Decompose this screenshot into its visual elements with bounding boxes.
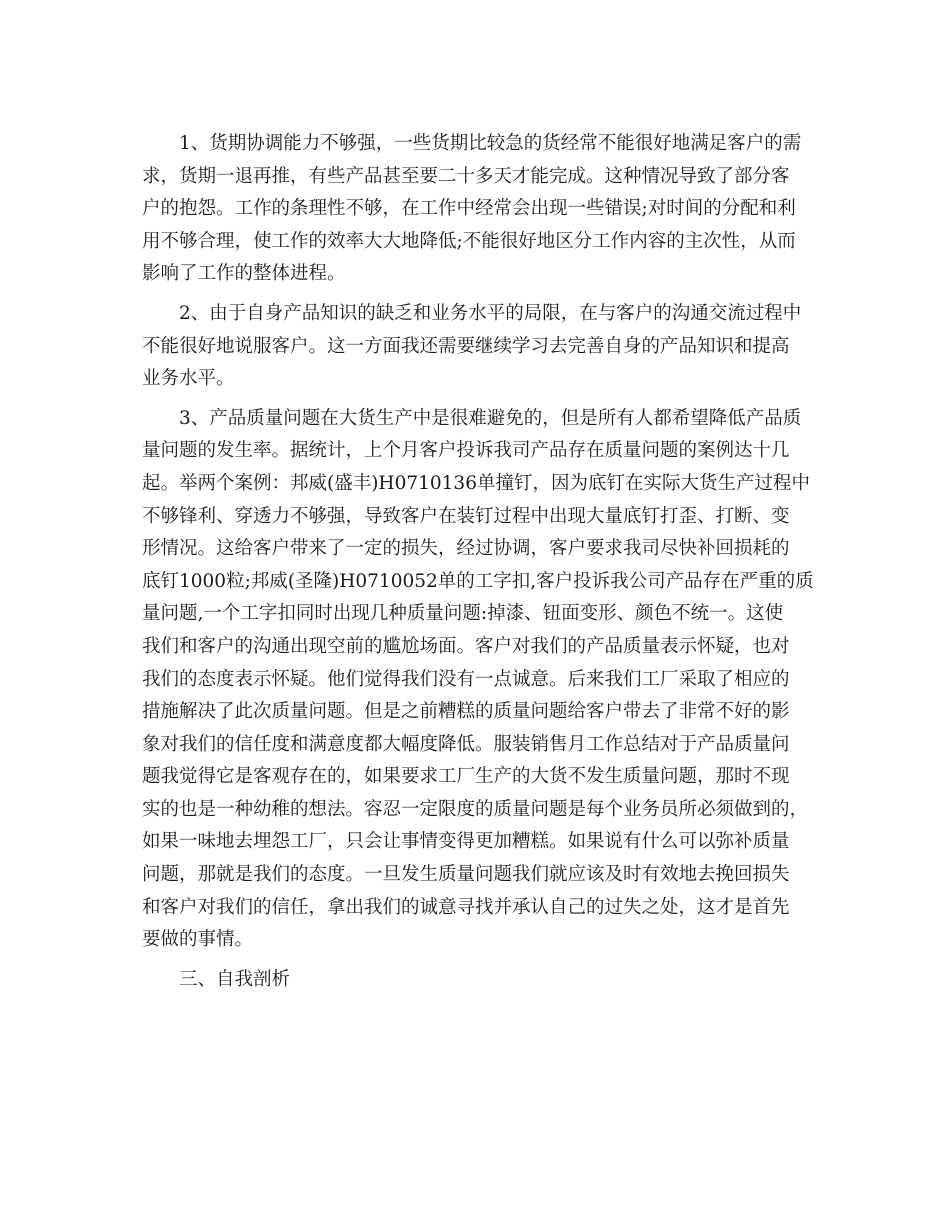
text-line: 不能很好地说服客户。这一方面我还需要继续学习去完善自身的产品知识和提高 [142,335,790,357]
text-line: 影响了工作的整体进程。 [142,263,346,285]
text-line: 量问题的发生率。据统计，上个月客户投诉我司产品存在质量问题的案例达十几 [142,440,790,462]
document-page [142,128,814,1003]
text-line: 起。举两个案例：邦威(盛丰)H0710136单撞钉，因为底钉在实际大货生产过程中 [142,472,810,494]
text-line: 三、自我剖析 [179,968,291,990]
text-line: 和客户对我们的信任，拿出我们的诚意寻找并承认自己的过失之处，这才是首先 [142,896,790,918]
text-line: 3、产品质量问题在大货生产中是很难避免的，但是所有人都希望降低产品质 [179,407,802,429]
text-line: 我们的态度表示怀疑。他们觉得我们没有一点诚意。后来我们工厂采取了相应的 [142,668,790,690]
text-line: 象对我们的信任度和满意度都大幅度降低。服装销售月工作总结对于产品质量问 [142,733,790,755]
paragraph-2 [142,298,806,396]
paragraph-3 [142,403,814,957]
text-line: 题我觉得它是客观存在的，如果要求工厂生产的大货不发生质量问题，那时不现 [142,766,790,788]
text-line: 2、由于自身产品知识的缺乏和业务水平的局限，在与客户的沟通交流过程中 [179,302,802,324]
text-line: 1、货期协调能力不够强，一些货期比较急的货经常不能很好地满足客户的需 [179,133,802,154]
text-line: 如果一味地去埋怨工厂，只会让事情变得更加糟糕。如果说有什么可以弥补质量 [142,831,790,853]
text-line: 措施解决了此次质量问题。但是之前糟糕的质量问题给客户带去了非常不好的影 [142,701,790,723]
text-line: 问题，那就是我们的态度。一旦发生质量问题我们就应该及时有效地去挽回损失 [142,864,790,886]
text-line: 要做的事情。 [142,929,254,951]
text-line: 不够锋利、穿透力不够强，导致客户在装钉过程中出现大量底钉打歪、打断、变 [142,505,790,527]
text-line: 形情况。这给客户带来了一定的损失，经过协调，客户要求我司尽快补回损耗的 [142,538,790,560]
text-line: 求，货期一退再推，有些产品甚至要二十多天才能完成。这种情况导致了部分客 [142,165,790,187]
text-line: 用不够合理，使工作的效率大大地降低;不能很好地区分工作内容的主次性，从而 [142,230,796,252]
text-line: 量问题,一个工字扣同时出现几种质量问题:掉漆、钮面变形、颜色不统一。这使 [142,603,784,625]
text-line: 业务水平。 [142,368,235,390]
text-line: 实的也是一种幼稚的想法。容忍一定限度的质量问题是每个业务员所必须做到的， [142,798,809,820]
text-line: 户的抱怨。工作的条理性不够，在工作中经常会出现一些错误;对时间的分配和利 [142,198,796,220]
section-heading [142,964,806,997]
paragraph-1 [142,128,806,291]
text-line: 我们和客户的沟通出现空前的尴尬场面。客户对我们的产品质量表示怀疑，也对 [142,635,790,657]
text-line: 底钉1000粒;邦威(圣隆)H0710052单的工字扣,客户投诉我公司产品存在严重的质 [142,570,814,592]
